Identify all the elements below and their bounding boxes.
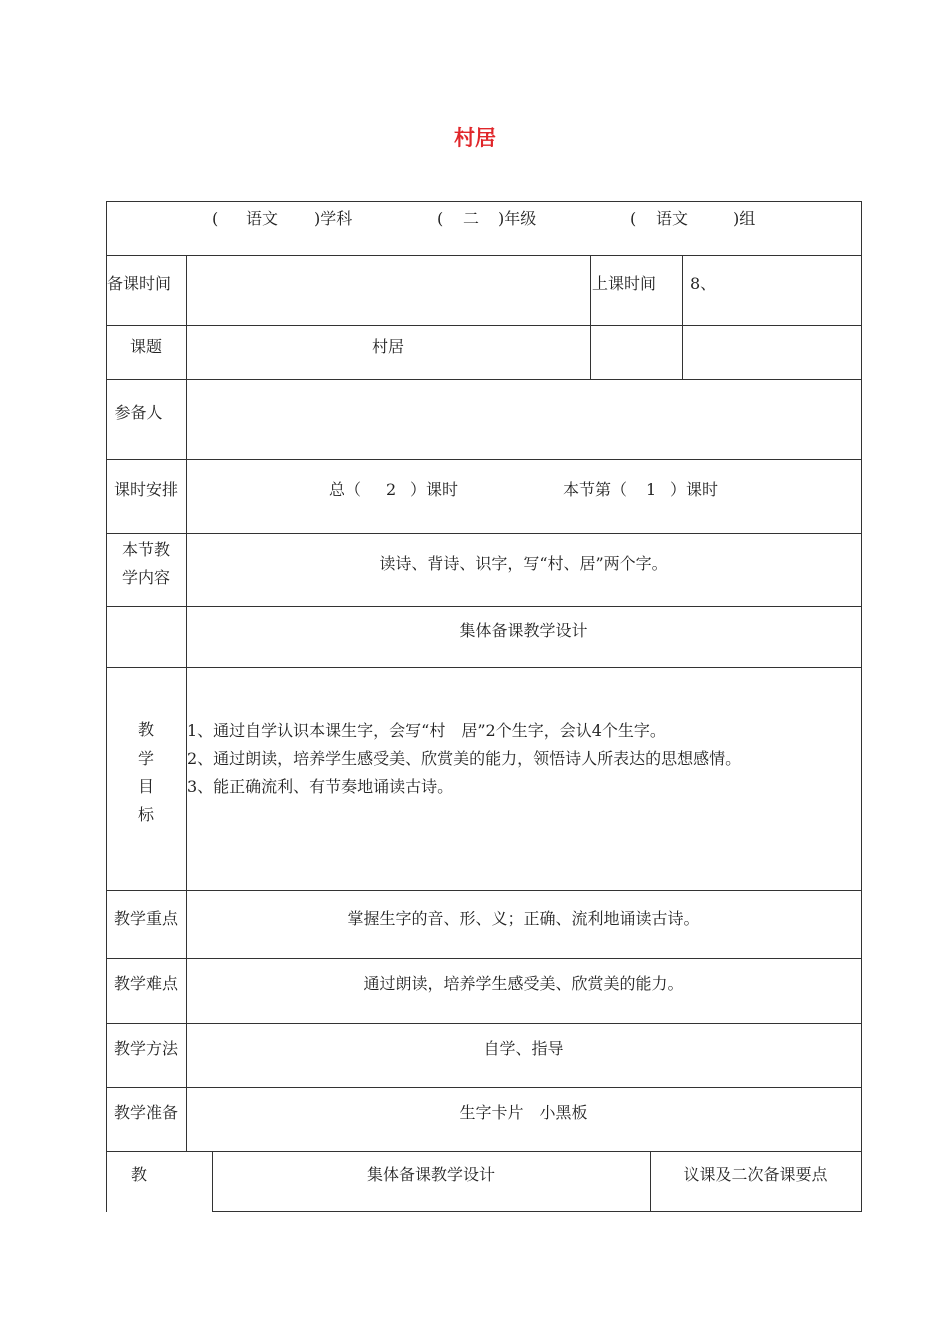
table-border [106,667,862,668]
schedule-this-num: 1 [646,480,657,499]
subject-open: ( [212,209,219,228]
goal-item: 1、通过自学认识本课生字，会写“村 居”2个生字，会认4个生字。 [187,721,666,740]
topic-label: 课题 [129,337,162,356]
table-border [106,533,862,534]
method-label: 教学方法 [113,1039,178,1058]
goals-label-char: 目 [137,777,154,796]
design-header: 集体备课教学设计 [459,621,588,640]
class-time-value: 8、 [690,274,717,293]
prep-label: 教学准备 [113,1103,178,1122]
topic-value: 村居 [372,337,405,356]
class-time-label: 上课时间 [592,274,657,293]
key-label: 教学重点 [113,909,178,928]
grade-close: )年级 [498,209,537,228]
schedule-total-num: 2 [386,480,397,499]
method-value: 自学、指导 [483,1039,564,1058]
table-border [106,1023,862,1024]
group-open: ( [630,209,637,228]
group-close: )组 [733,209,756,228]
schedule-this-prefix: 本节第（ [563,480,628,499]
table-border [106,325,862,326]
table-border [106,459,862,460]
page-title: 村居 [454,126,496,150]
difficulty-label: 教学难点 [113,974,178,993]
table-border [682,255,683,379]
table-border [861,201,862,1212]
group-value: 语文 [656,209,689,228]
goal-item: 3、能正确流利、有节奏地诵读古诗。 [187,777,454,796]
footer-right-label: 议课及二次备课要点 [683,1165,828,1184]
content-label-line2: 学内容 [121,568,170,587]
table-border [106,606,862,607]
grade-value: 二 [463,209,480,228]
table-border [106,379,862,380]
goals-label-char: 标 [137,805,154,824]
prep-value: 生字卡片 小黑板 [459,1103,588,1122]
grade-open: ( [437,209,444,228]
table-border [106,201,862,202]
content-value: 读诗、背诗、识字，写“村、居”两个字。 [379,554,668,573]
subject-close: )学科 [314,209,353,228]
goals-label-char: 学 [137,749,154,768]
table-border [590,255,591,379]
difficulty-value: 通过朗读，培养学生感受美、欣赏美的能力。 [363,974,684,993]
schedule-label: 课时安排 [113,480,178,499]
schedule-total-suffix: ）课时 [410,480,459,499]
key-value: 掌握生字的音、形、义；正确、流利地诵读古诗。 [347,909,700,928]
table-border [106,1151,862,1152]
goals-label-char: 教 [137,720,154,739]
footer-middle-label: 集体备课教学设计 [366,1165,495,1184]
table-border [212,1211,862,1212]
schedule-total-prefix: 总（ [329,480,362,499]
prep-time-label: 备课时间 [107,274,172,293]
table-border [186,255,187,1151]
subject-value: 语文 [246,209,279,228]
participants-label: 参备人 [114,403,163,422]
table-border [106,255,862,256]
footer-left-label: 教 [130,1165,147,1184]
schedule-this-suffix: ）课时 [670,480,719,499]
goal-item: 2、通过朗读，培养学生感受美、欣赏美的能力，领悟诗人所表达的思想感情。 [187,749,742,768]
table-border [106,890,862,891]
content-label-line1: 本节教 [121,540,170,559]
table-border [106,958,862,959]
table-border [106,1087,862,1088]
